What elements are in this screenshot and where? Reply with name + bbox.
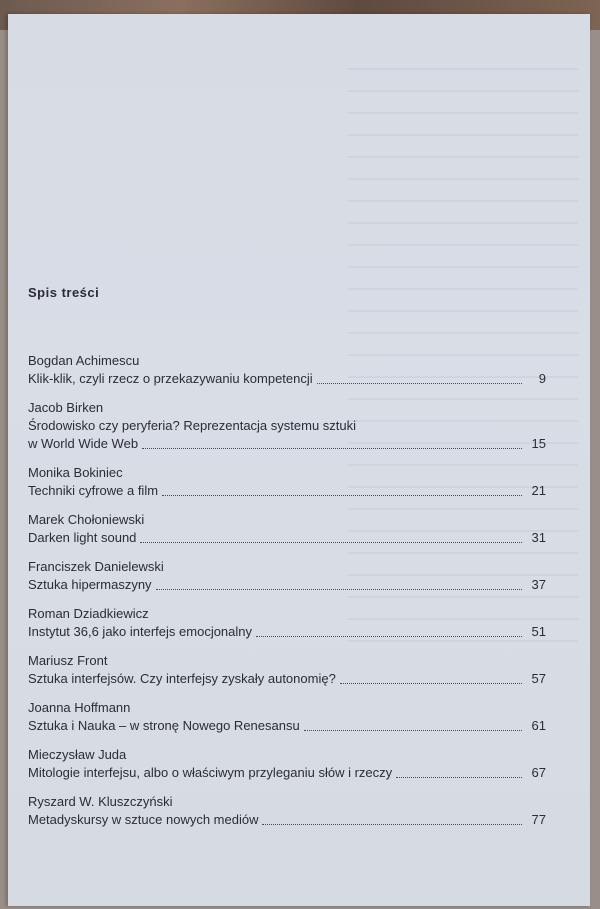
toc-page-number: 77 bbox=[531, 812, 546, 827]
toc-title: Darken light sound bbox=[28, 530, 137, 545]
toc-page-number: 37 bbox=[531, 577, 546, 592]
toc-title: Sztuka i Nauka – w stronę Nowego Renesansu bbox=[28, 718, 300, 733]
toc-title: Środowisko czy peryferia? Reprezentacja systemu sztuki bbox=[28, 418, 357, 433]
toc-title: Techniki cyfrowe a film bbox=[28, 483, 159, 498]
toc-page-number: 31 bbox=[531, 530, 546, 545]
toc-page-number: 57 bbox=[531, 671, 546, 686]
toc-title-row bbox=[28, 482, 546, 500]
dot-leader bbox=[396, 777, 522, 778]
dot-leader bbox=[162, 495, 522, 496]
toc-title-row bbox=[28, 670, 546, 688]
toc-author: Joanna Hoffmann bbox=[28, 700, 131, 715]
toc-entry bbox=[28, 352, 546, 388]
toc-author: Mariusz Front bbox=[28, 653, 108, 668]
toc-entry bbox=[28, 793, 546, 829]
toc-heading: Spis treści bbox=[28, 285, 100, 300]
toc-author: Mieczysław Juda bbox=[28, 747, 127, 762]
toc-author: Monika Bokiniec bbox=[28, 465, 123, 480]
toc-page-number: 51 bbox=[531, 624, 546, 639]
toc-entry bbox=[28, 511, 546, 547]
toc-title-row bbox=[28, 623, 546, 641]
toc-title: Klik-klik, czyli rzecz o przekazywaniu kompetencji bbox=[28, 371, 313, 386]
toc-title: Sztuka interfejsów. Czy interfejsy zyskały autonomię? bbox=[28, 671, 336, 686]
toc-entry bbox=[28, 558, 546, 594]
table-of-contents bbox=[28, 352, 546, 840]
toc-page-number: 15 bbox=[531, 436, 546, 451]
toc-title: Instytut 36,6 jako interfejs emocjonalny bbox=[28, 624, 253, 639]
toc-title-row bbox=[28, 811, 546, 829]
toc-entry bbox=[28, 652, 546, 688]
toc-title-row bbox=[28, 370, 546, 388]
toc-author: Marek Chołoniewski bbox=[28, 512, 145, 527]
toc-page-number: 61 bbox=[531, 718, 546, 733]
dot-leader bbox=[304, 730, 522, 731]
toc-title: Metadyskursy w sztuce nowych mediów bbox=[28, 812, 259, 827]
toc-author: Jacob Birken bbox=[28, 400, 104, 415]
dot-leader bbox=[156, 589, 522, 590]
toc-entry bbox=[28, 699, 546, 735]
toc-author: Ryszard W. Kluszczyński bbox=[28, 794, 173, 809]
toc-entry bbox=[28, 605, 546, 641]
toc-page-number: 67 bbox=[531, 765, 546, 780]
toc-title: Mitologie interfejsu, albo o właściwym przyleganiu słów i rzeczy bbox=[28, 765, 393, 780]
toc-title-row bbox=[28, 435, 546, 453]
toc-author: Bogdan Achimescu bbox=[28, 353, 140, 368]
dot-leader bbox=[340, 683, 522, 684]
toc-title-continuation: w World Wide Web bbox=[28, 436, 139, 451]
toc-title-row bbox=[28, 717, 546, 735]
toc-entry bbox=[28, 464, 546, 500]
toc-author: Roman Dziadkiewicz bbox=[28, 606, 149, 621]
toc-author: Franciszek Danielewski bbox=[28, 559, 164, 574]
toc-entry bbox=[28, 399, 546, 453]
toc-title-row bbox=[28, 764, 546, 782]
toc-page-number: 21 bbox=[531, 483, 546, 498]
dot-leader bbox=[140, 542, 522, 543]
dot-leader bbox=[142, 448, 522, 449]
toc-entry bbox=[28, 746, 546, 782]
toc-page-number: 9 bbox=[538, 371, 546, 386]
dot-leader bbox=[262, 824, 522, 825]
toc-title-row bbox=[28, 576, 546, 594]
toc-title: Sztuka hipermaszyny bbox=[28, 577, 152, 592]
dot-leader bbox=[256, 636, 522, 637]
toc-title-row bbox=[28, 529, 546, 547]
dot-leader bbox=[317, 383, 522, 384]
